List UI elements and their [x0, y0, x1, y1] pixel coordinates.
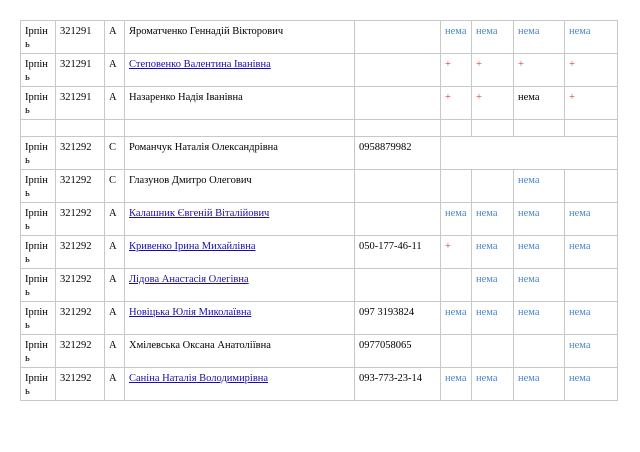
status-cell: +: [441, 87, 472, 120]
class-cell: С: [105, 170, 125, 203]
code-cell: 321292: [56, 368, 105, 401]
person-name: Яроматченко Геннадій Вікторович: [129, 26, 284, 37]
status-cell: нема: [565, 335, 618, 368]
class-cell: А: [105, 269, 125, 302]
person-name-link[interactable]: Кривенко Ірина Михайлівна: [129, 241, 256, 252]
code-cell: 321291: [56, 21, 105, 54]
table-row: [21, 137, 618, 170]
empty-cell: [441, 120, 472, 137]
name-cell: [125, 137, 355, 170]
table-row: [21, 302, 618, 335]
status-cell: +: [472, 54, 514, 87]
phone-cell: 0958879982: [355, 137, 441, 170]
status-cell: нема: [514, 236, 565, 269]
person-name-link[interactable]: Степовенко Валентина Іванівна: [129, 59, 271, 70]
city-cell: Ірпінь: [21, 87, 56, 120]
status-cell: нема: [514, 368, 565, 401]
code-cell: 321292: [56, 203, 105, 236]
city-cell: Ірпінь: [21, 335, 56, 368]
status-cell: +: [472, 87, 514, 120]
table-row: [21, 335, 618, 368]
status-cell: нема: [514, 269, 565, 302]
phone-cell: 097 3193824: [355, 302, 441, 335]
name-cell: [125, 236, 355, 269]
city-cell: Ірпінь: [21, 302, 56, 335]
status-cell: нема: [514, 87, 565, 120]
empty-cell: [125, 120, 355, 137]
person-name-link[interactable]: Лідова Анастасія Олегівна: [129, 274, 249, 285]
status-cell: нема: [514, 170, 565, 203]
code-cell: 321292: [56, 335, 105, 368]
status-cell: нема: [472, 236, 514, 269]
phone-cell: [355, 170, 441, 203]
code-cell: 321291: [56, 54, 105, 87]
empty-cell: [56, 120, 105, 137]
name-cell: [125, 54, 355, 87]
status-cell: нема: [565, 368, 618, 401]
class-cell: А: [105, 368, 125, 401]
name-cell: [125, 269, 355, 302]
status-cell: нема: [514, 203, 565, 236]
phone-cell: [355, 21, 441, 54]
city-cell: Ірпінь: [21, 368, 56, 401]
person-name-link[interactable]: Саніна Наталія Володимирівна: [129, 373, 269, 384]
city-cell: Ірпінь: [21, 236, 56, 269]
person-name: Глазунов Дмитро Олегович: [129, 175, 252, 186]
class-cell: А: [105, 87, 125, 120]
code-cell: 321292: [56, 137, 105, 170]
empty-cell: [565, 120, 618, 137]
code-cell: 321292: [56, 302, 105, 335]
status-cell: нема: [441, 203, 472, 236]
class-cell: А: [105, 54, 125, 87]
city-cell: Ірпінь: [21, 170, 56, 203]
phone-cell: [355, 54, 441, 87]
roster-table: [20, 20, 618, 401]
phone-cell: 093-773-23-14: [355, 368, 441, 401]
status-cell: +: [565, 54, 618, 87]
person-name: Романчук Наталія Олександрівна: [129, 142, 278, 153]
status-cell: нема: [565, 302, 618, 335]
status-cell: нема: [472, 302, 514, 335]
empty-cell: [355, 120, 441, 137]
code-cell: 321292: [56, 170, 105, 203]
status-cell: нема: [441, 21, 472, 54]
name-cell: [125, 203, 355, 236]
status-cell: [472, 170, 514, 203]
name-cell: [125, 335, 355, 368]
status-cell: нема: [472, 21, 514, 54]
city-cell: Ірпінь: [21, 203, 56, 236]
table-row: [21, 203, 618, 236]
status-cell: [441, 170, 472, 203]
person-name: Хмілевська Оксана Анатоліївна: [129, 340, 271, 351]
name-cell: [125, 87, 355, 120]
status-cell: +: [441, 54, 472, 87]
name-cell: [125, 302, 355, 335]
table-row: [21, 236, 618, 269]
empty-cell: [21, 120, 56, 137]
phone-cell: [355, 87, 441, 120]
table-row: [21, 368, 618, 401]
table-row: [21, 54, 618, 87]
merged-status-cell: [441, 137, 618, 170]
status-cell: нема: [472, 368, 514, 401]
table-row: [21, 21, 618, 54]
status-cell: [472, 335, 514, 368]
status-cell: нема: [565, 236, 618, 269]
status-cell: [441, 269, 472, 302]
city-cell: Ірпінь: [21, 21, 56, 54]
empty-cell: [514, 120, 565, 137]
table-row: [21, 170, 618, 203]
status-cell: [565, 170, 618, 203]
status-cell: [441, 335, 472, 368]
phone-cell: 0977058065: [355, 335, 441, 368]
phone-cell: 050-177-46-11: [355, 236, 441, 269]
table-row: [21, 87, 618, 120]
empty-cell: [472, 120, 514, 137]
empty-row: [21, 120, 618, 137]
table-row: [21, 269, 618, 302]
code-cell: 321292: [56, 269, 105, 302]
person-name-link[interactable]: Новіцька Юлія Миколаївна: [129, 307, 252, 318]
status-cell: нема: [441, 368, 472, 401]
status-cell: +: [565, 87, 618, 120]
city-cell: Ірпінь: [21, 137, 56, 170]
person-name-link[interactable]: Калашник Євгеній Віталійович: [129, 208, 270, 219]
phone-cell: [355, 203, 441, 236]
code-cell: 321291: [56, 87, 105, 120]
status-cell: нема: [565, 21, 618, 54]
class-cell: А: [105, 302, 125, 335]
city-cell: Ірпінь: [21, 269, 56, 302]
class-cell: А: [105, 236, 125, 269]
status-cell: нема: [514, 21, 565, 54]
class-cell: А: [105, 335, 125, 368]
status-cell: +: [514, 54, 565, 87]
name-cell: [125, 170, 355, 203]
status-cell: нема: [514, 302, 565, 335]
person-name: Назаренко Надія Іванівна: [129, 92, 243, 103]
status-cell: нема: [441, 302, 472, 335]
name-cell: [125, 368, 355, 401]
class-cell: А: [105, 203, 125, 236]
status-cell: нема: [565, 203, 618, 236]
empty-cell: [105, 120, 125, 137]
city-cell: Ірпінь: [21, 54, 56, 87]
class-cell: А: [105, 21, 125, 54]
status-cell: нема: [472, 269, 514, 302]
status-cell: [565, 269, 618, 302]
phone-cell: [355, 269, 441, 302]
code-cell: 321292: [56, 236, 105, 269]
name-cell: [125, 21, 355, 54]
class-cell: С: [105, 137, 125, 170]
status-cell: [514, 335, 565, 368]
status-cell: +: [441, 236, 472, 269]
status-cell: нема: [472, 203, 514, 236]
